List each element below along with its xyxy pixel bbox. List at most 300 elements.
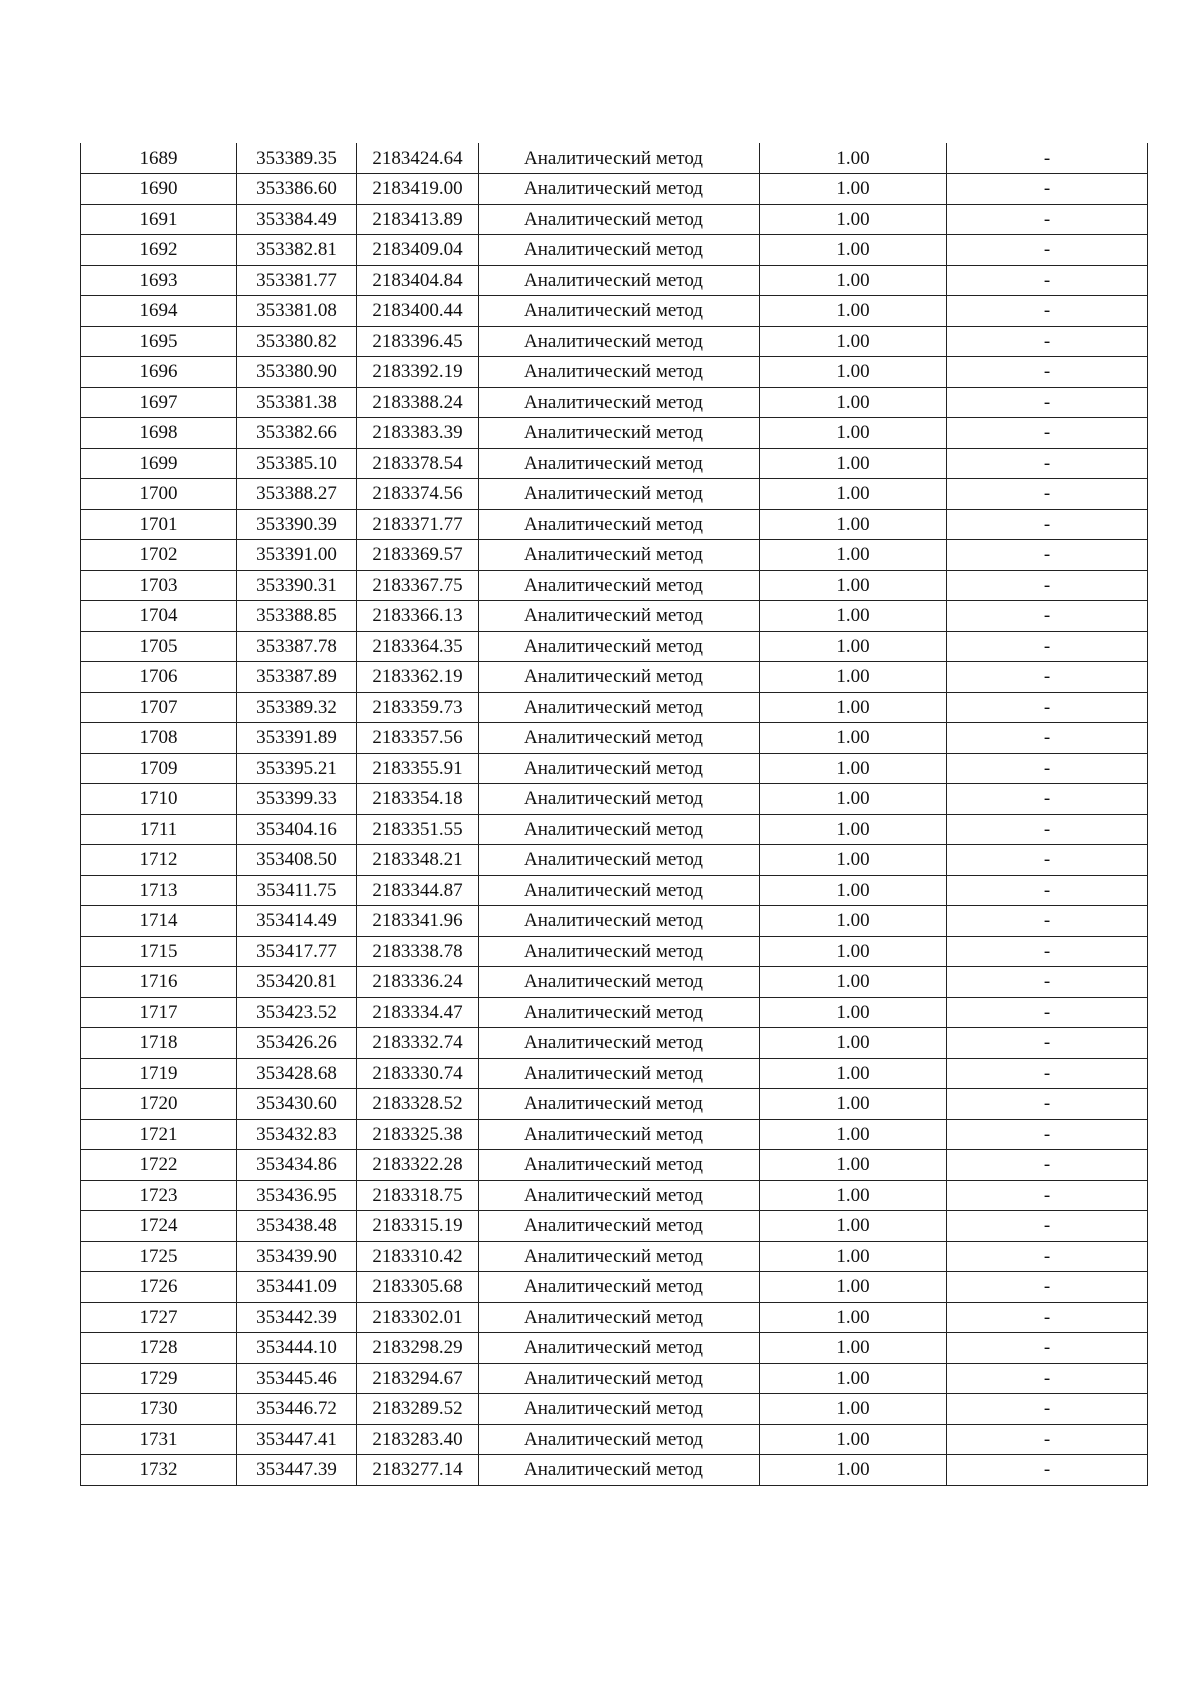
point-number-cell: 1695 [81, 326, 237, 357]
method-cell: Аналитический метод [479, 906, 760, 937]
y-coordinate-cell: 2183392.19 [357, 357, 479, 388]
x-coordinate-cell: 353399.33 [237, 784, 357, 815]
method-cell: Аналитический метод [479, 174, 760, 205]
accuracy-cell: 1.00 [760, 570, 947, 601]
description-cell: - [947, 1089, 1148, 1120]
table-row [81, 1028, 1148, 1059]
table-row [81, 540, 1148, 571]
description-cell: - [947, 723, 1148, 754]
accuracy-cell: 1.00 [760, 1089, 947, 1120]
point-number-cell: 1706 [81, 662, 237, 693]
y-coordinate-cell: 2183409.04 [357, 235, 479, 266]
table-row [81, 418, 1148, 449]
accuracy-cell: 1.00 [760, 631, 947, 662]
x-coordinate-cell: 353428.68 [237, 1058, 357, 1089]
method-cell: Аналитический метод [479, 814, 760, 845]
y-coordinate-cell: 2183388.24 [357, 387, 479, 418]
x-coordinate-cell: 353408.50 [237, 845, 357, 876]
table-row [81, 570, 1148, 601]
method-cell: Аналитический метод [479, 692, 760, 723]
description-cell: - [947, 1424, 1148, 1455]
y-coordinate-cell: 2183277.14 [357, 1455, 479, 1486]
point-number-cell: 1699 [81, 448, 237, 479]
x-coordinate-cell: 353442.39 [237, 1302, 357, 1333]
description-cell: - [947, 1333, 1148, 1364]
table-row [81, 1180, 1148, 1211]
point-number-cell: 1702 [81, 540, 237, 571]
y-coordinate-cell: 2183336.24 [357, 967, 479, 998]
point-number-cell: 1707 [81, 692, 237, 723]
table-row [81, 1302, 1148, 1333]
point-number-cell: 1728 [81, 1333, 237, 1364]
method-cell: Аналитический метод [479, 204, 760, 235]
table-row [81, 1394, 1148, 1425]
accuracy-cell: 1.00 [760, 875, 947, 906]
description-cell: - [947, 1455, 1148, 1486]
table-row [81, 1424, 1148, 1455]
y-coordinate-cell: 2183348.21 [357, 845, 479, 876]
point-number-cell: 1726 [81, 1272, 237, 1303]
x-coordinate-cell: 353426.26 [237, 1028, 357, 1059]
point-number-cell: 1692 [81, 235, 237, 266]
point-number-cell: 1700 [81, 479, 237, 510]
point-number-cell: 1722 [81, 1150, 237, 1181]
table-row [81, 387, 1148, 418]
accuracy-cell: 1.00 [760, 601, 947, 632]
description-cell: - [947, 784, 1148, 815]
x-coordinate-cell: 353389.32 [237, 692, 357, 723]
method-cell: Аналитический метод [479, 997, 760, 1028]
table-row [81, 753, 1148, 784]
method-cell: Аналитический метод [479, 967, 760, 998]
method-cell: Аналитический метод [479, 784, 760, 815]
accuracy-cell: 1.00 [760, 1333, 947, 1364]
y-coordinate-cell: 2183332.74 [357, 1028, 479, 1059]
method-cell: Аналитический метод [479, 235, 760, 266]
method-cell: Аналитический метод [479, 1302, 760, 1333]
x-coordinate-cell: 353391.00 [237, 540, 357, 571]
description-cell: - [947, 967, 1148, 998]
accuracy-cell: 1.00 [760, 1180, 947, 1211]
point-number-cell: 1694 [81, 296, 237, 327]
x-coordinate-cell: 353404.16 [237, 814, 357, 845]
table-row [81, 723, 1148, 754]
y-coordinate-cell: 2183369.57 [357, 540, 479, 571]
y-coordinate-cell: 2183359.73 [357, 692, 479, 723]
point-number-cell: 1696 [81, 357, 237, 388]
description-cell: - [947, 1211, 1148, 1242]
y-coordinate-cell: 2183341.96 [357, 906, 479, 937]
point-number-cell: 1708 [81, 723, 237, 754]
table-row [81, 631, 1148, 662]
accuracy-cell: 1.00 [760, 906, 947, 937]
y-coordinate-cell: 2183289.52 [357, 1394, 479, 1425]
description-cell: - [947, 296, 1148, 327]
y-coordinate-cell: 2183318.75 [357, 1180, 479, 1211]
point-number-cell: 1701 [81, 509, 237, 540]
table-row [81, 1150, 1148, 1181]
table-row [81, 662, 1148, 693]
y-coordinate-cell: 2183367.75 [357, 570, 479, 601]
description-cell: - [947, 875, 1148, 906]
table-row [81, 1241, 1148, 1272]
accuracy-cell: 1.00 [760, 1211, 947, 1242]
point-number-cell: 1715 [81, 936, 237, 967]
table-row [81, 235, 1148, 266]
table-row [81, 1058, 1148, 1089]
point-number-cell: 1705 [81, 631, 237, 662]
y-coordinate-cell: 2183310.42 [357, 1241, 479, 1272]
description-cell: - [947, 1028, 1148, 1059]
y-coordinate-cell: 2183325.38 [357, 1119, 479, 1150]
y-coordinate-cell: 2183374.56 [357, 479, 479, 510]
accuracy-cell: 1.00 [760, 1150, 947, 1181]
y-coordinate-cell: 2183355.91 [357, 753, 479, 784]
accuracy-cell: 1.00 [760, 1302, 947, 1333]
method-cell: Аналитический метод [479, 1089, 760, 1120]
point-number-cell: 1710 [81, 784, 237, 815]
method-cell: Аналитический метод [479, 296, 760, 327]
point-number-cell: 1714 [81, 906, 237, 937]
point-number-cell: 1704 [81, 601, 237, 632]
description-cell: - [947, 814, 1148, 845]
description-cell: - [947, 265, 1148, 296]
description-cell: - [947, 692, 1148, 723]
coordinates-table [80, 143, 1148, 1486]
x-coordinate-cell: 353445.46 [237, 1363, 357, 1394]
method-cell: Аналитический метод [479, 448, 760, 479]
x-coordinate-cell: 353381.77 [237, 265, 357, 296]
table-row [81, 357, 1148, 388]
x-coordinate-cell: 353432.83 [237, 1119, 357, 1150]
y-coordinate-cell: 2183354.18 [357, 784, 479, 815]
method-cell: Аналитический метод [479, 1363, 760, 1394]
y-coordinate-cell: 2183338.78 [357, 936, 479, 967]
table-row [81, 265, 1148, 296]
y-coordinate-cell: 2183305.68 [357, 1272, 479, 1303]
description-cell: - [947, 753, 1148, 784]
x-coordinate-cell: 353387.89 [237, 662, 357, 693]
y-coordinate-cell: 2183396.45 [357, 326, 479, 357]
description-cell: - [947, 845, 1148, 876]
accuracy-cell: 1.00 [760, 1241, 947, 1272]
accuracy-cell: 1.00 [760, 967, 947, 998]
table-row [81, 174, 1148, 205]
table-row [81, 967, 1148, 998]
y-coordinate-cell: 2183283.40 [357, 1424, 479, 1455]
x-coordinate-cell: 353387.78 [237, 631, 357, 662]
x-coordinate-cell: 353388.27 [237, 479, 357, 510]
description-cell: - [947, 570, 1148, 601]
x-coordinate-cell: 353439.90 [237, 1241, 357, 1272]
method-cell: Аналитический метод [479, 1455, 760, 1486]
point-number-cell: 1720 [81, 1089, 237, 1120]
table-row [81, 906, 1148, 937]
accuracy-cell: 1.00 [760, 357, 947, 388]
y-coordinate-cell: 2183334.47 [357, 997, 479, 1028]
description-cell: - [947, 1394, 1148, 1425]
accuracy-cell: 1.00 [760, 662, 947, 693]
method-cell: Аналитический метод [479, 631, 760, 662]
table-row [81, 936, 1148, 967]
accuracy-cell: 1.00 [760, 1119, 947, 1150]
description-cell: - [947, 1363, 1148, 1394]
x-coordinate-cell: 353386.60 [237, 174, 357, 205]
point-number-cell: 1723 [81, 1180, 237, 1211]
method-cell: Аналитический метод [479, 1241, 760, 1272]
method-cell: Аналитический метод [479, 540, 760, 571]
y-coordinate-cell: 2183294.67 [357, 1363, 479, 1394]
accuracy-cell: 1.00 [760, 997, 947, 1028]
x-coordinate-cell: 353395.21 [237, 753, 357, 784]
point-number-cell: 1711 [81, 814, 237, 845]
method-cell: Аналитический метод [479, 418, 760, 449]
description-cell: - [947, 540, 1148, 571]
x-coordinate-cell: 353417.77 [237, 936, 357, 967]
accuracy-cell: 1.00 [760, 753, 947, 784]
y-coordinate-cell: 2183328.52 [357, 1089, 479, 1120]
accuracy-cell: 1.00 [760, 1272, 947, 1303]
description-cell: - [947, 1302, 1148, 1333]
method-cell: Аналитический метод [479, 265, 760, 296]
method-cell: Аналитический метод [479, 1394, 760, 1425]
accuracy-cell: 1.00 [760, 174, 947, 205]
point-number-cell: 1691 [81, 204, 237, 235]
x-coordinate-cell: 353436.95 [237, 1180, 357, 1211]
method-cell: Аналитический метод [479, 509, 760, 540]
x-coordinate-cell: 353441.09 [237, 1272, 357, 1303]
accuracy-cell: 1.00 [760, 1424, 947, 1455]
point-number-cell: 1731 [81, 1424, 237, 1455]
point-number-cell: 1697 [81, 387, 237, 418]
x-coordinate-cell: 353414.49 [237, 906, 357, 937]
accuracy-cell: 1.00 [760, 479, 947, 510]
accuracy-cell: 1.00 [760, 326, 947, 357]
coordinates-table-body [81, 143, 1148, 1485]
accuracy-cell: 1.00 [760, 1028, 947, 1059]
method-cell: Аналитический метод [479, 753, 760, 784]
point-number-cell: 1698 [81, 418, 237, 449]
description-cell: - [947, 662, 1148, 693]
description-cell: - [947, 326, 1148, 357]
y-coordinate-cell: 2183400.44 [357, 296, 479, 327]
x-coordinate-cell: 353423.52 [237, 997, 357, 1028]
description-cell: - [947, 936, 1148, 967]
table-row [81, 814, 1148, 845]
method-cell: Аналитический метод [479, 1119, 760, 1150]
accuracy-cell: 1.00 [760, 845, 947, 876]
table-row [81, 1455, 1148, 1486]
description-cell: - [947, 448, 1148, 479]
point-number-cell: 1712 [81, 845, 237, 876]
y-coordinate-cell: 2183404.84 [357, 265, 479, 296]
description-cell: - [947, 1058, 1148, 1089]
y-coordinate-cell: 2183344.87 [357, 875, 479, 906]
description-cell: - [947, 1180, 1148, 1211]
method-cell: Аналитический метод [479, 570, 760, 601]
accuracy-cell: 1.00 [760, 204, 947, 235]
method-cell: Аналитический метод [479, 1028, 760, 1059]
description-cell: - [947, 174, 1148, 205]
method-cell: Аналитический метод [479, 1424, 760, 1455]
x-coordinate-cell: 353382.81 [237, 235, 357, 266]
point-number-cell: 1729 [81, 1363, 237, 1394]
accuracy-cell: 1.00 [760, 692, 947, 723]
method-cell: Аналитический метод [479, 1272, 760, 1303]
table-row [81, 997, 1148, 1028]
accuracy-cell: 1.00 [760, 1394, 947, 1425]
description-cell: - [947, 906, 1148, 937]
x-coordinate-cell: 353390.39 [237, 509, 357, 540]
description-cell: - [947, 601, 1148, 632]
point-number-cell: 1716 [81, 967, 237, 998]
x-coordinate-cell: 353434.86 [237, 1150, 357, 1181]
y-coordinate-cell: 2183366.13 [357, 601, 479, 632]
point-number-cell: 1724 [81, 1211, 237, 1242]
description-cell: - [947, 997, 1148, 1028]
table-row [81, 143, 1148, 174]
x-coordinate-cell: 353388.85 [237, 601, 357, 632]
x-coordinate-cell: 353411.75 [237, 875, 357, 906]
accuracy-cell: 1.00 [760, 418, 947, 449]
point-number-cell: 1718 [81, 1028, 237, 1059]
accuracy-cell: 1.00 [760, 509, 947, 540]
accuracy-cell: 1.00 [760, 936, 947, 967]
point-number-cell: 1732 [81, 1455, 237, 1486]
description-cell: - [947, 235, 1148, 266]
x-coordinate-cell: 353391.89 [237, 723, 357, 754]
description-cell: - [947, 357, 1148, 388]
accuracy-cell: 1.00 [760, 1058, 947, 1089]
description-cell: - [947, 1150, 1148, 1181]
point-number-cell: 1725 [81, 1241, 237, 1272]
x-coordinate-cell: 353381.08 [237, 296, 357, 327]
method-cell: Аналитический метод [479, 723, 760, 754]
y-coordinate-cell: 2183371.77 [357, 509, 479, 540]
x-coordinate-cell: 353420.81 [237, 967, 357, 998]
accuracy-cell: 1.00 [760, 814, 947, 845]
method-cell: Аналитический метод [479, 1180, 760, 1211]
x-coordinate-cell: 353447.41 [237, 1424, 357, 1455]
table-row [81, 845, 1148, 876]
accuracy-cell: 1.00 [760, 143, 947, 174]
description-cell: - [947, 204, 1148, 235]
x-coordinate-cell: 353390.31 [237, 570, 357, 601]
accuracy-cell: 1.00 [760, 784, 947, 815]
y-coordinate-cell: 2183315.19 [357, 1211, 479, 1242]
point-number-cell: 1721 [81, 1119, 237, 1150]
x-coordinate-cell: 353438.48 [237, 1211, 357, 1242]
method-cell: Аналитический метод [479, 387, 760, 418]
x-coordinate-cell: 353389.35 [237, 143, 357, 174]
accuracy-cell: 1.00 [760, 1363, 947, 1394]
method-cell: Аналитический метод [479, 1333, 760, 1364]
method-cell: Аналитический метод [479, 143, 760, 174]
y-coordinate-cell: 2183362.19 [357, 662, 479, 693]
description-cell: - [947, 418, 1148, 449]
accuracy-cell: 1.00 [760, 265, 947, 296]
table-row [81, 509, 1148, 540]
point-number-cell: 1693 [81, 265, 237, 296]
table-row [81, 1211, 1148, 1242]
point-number-cell: 1690 [81, 174, 237, 205]
method-cell: Аналитический метод [479, 479, 760, 510]
x-coordinate-cell: 353447.39 [237, 1455, 357, 1486]
y-coordinate-cell: 2183424.64 [357, 143, 479, 174]
method-cell: Аналитический метод [479, 936, 760, 967]
table-row [81, 479, 1148, 510]
method-cell: Аналитический метод [479, 1058, 760, 1089]
accuracy-cell: 1.00 [760, 540, 947, 571]
table-row [81, 204, 1148, 235]
y-coordinate-cell: 2183357.56 [357, 723, 479, 754]
y-coordinate-cell: 2183419.00 [357, 174, 479, 205]
y-coordinate-cell: 2183298.29 [357, 1333, 479, 1364]
description-cell: - [947, 1272, 1148, 1303]
accuracy-cell: 1.00 [760, 723, 947, 754]
description-cell: - [947, 387, 1148, 418]
table-row [81, 601, 1148, 632]
y-coordinate-cell: 2183383.39 [357, 418, 479, 449]
y-coordinate-cell: 2183302.01 [357, 1302, 479, 1333]
accuracy-cell: 1.00 [760, 448, 947, 479]
description-cell: - [947, 143, 1148, 174]
method-cell: Аналитический метод [479, 1150, 760, 1181]
y-coordinate-cell: 2183364.35 [357, 631, 479, 662]
x-coordinate-cell: 353382.66 [237, 418, 357, 449]
x-coordinate-cell: 353446.72 [237, 1394, 357, 1425]
description-cell: - [947, 631, 1148, 662]
description-cell: - [947, 509, 1148, 540]
x-coordinate-cell: 353380.82 [237, 326, 357, 357]
method-cell: Аналитический метод [479, 357, 760, 388]
method-cell: Аналитический метод [479, 1211, 760, 1242]
point-number-cell: 1727 [81, 1302, 237, 1333]
method-cell: Аналитический метод [479, 662, 760, 693]
point-number-cell: 1719 [81, 1058, 237, 1089]
table-row [81, 326, 1148, 357]
table-row [81, 1089, 1148, 1120]
point-number-cell: 1717 [81, 997, 237, 1028]
y-coordinate-cell: 2183378.54 [357, 448, 479, 479]
accuracy-cell: 1.00 [760, 387, 947, 418]
table-row [81, 692, 1148, 723]
point-number-cell: 1703 [81, 570, 237, 601]
point-number-cell: 1709 [81, 753, 237, 784]
x-coordinate-cell: 353381.38 [237, 387, 357, 418]
x-coordinate-cell: 353385.10 [237, 448, 357, 479]
table-row [81, 1272, 1148, 1303]
description-cell: - [947, 1241, 1148, 1272]
table-row [81, 1333, 1148, 1364]
table-row [81, 1119, 1148, 1150]
x-coordinate-cell: 353384.49 [237, 204, 357, 235]
accuracy-cell: 1.00 [760, 1455, 947, 1486]
point-number-cell: 1689 [81, 143, 237, 174]
accuracy-cell: 1.00 [760, 235, 947, 266]
table-row [81, 1363, 1148, 1394]
accuracy-cell: 1.00 [760, 296, 947, 327]
y-coordinate-cell: 2183351.55 [357, 814, 479, 845]
y-coordinate-cell: 2183413.89 [357, 204, 479, 235]
x-coordinate-cell: 353444.10 [237, 1333, 357, 1364]
x-coordinate-cell: 353430.60 [237, 1089, 357, 1120]
x-coordinate-cell: 353380.90 [237, 357, 357, 388]
table-row [81, 784, 1148, 815]
point-number-cell: 1730 [81, 1394, 237, 1425]
method-cell: Аналитический метод [479, 845, 760, 876]
description-cell: - [947, 1119, 1148, 1150]
